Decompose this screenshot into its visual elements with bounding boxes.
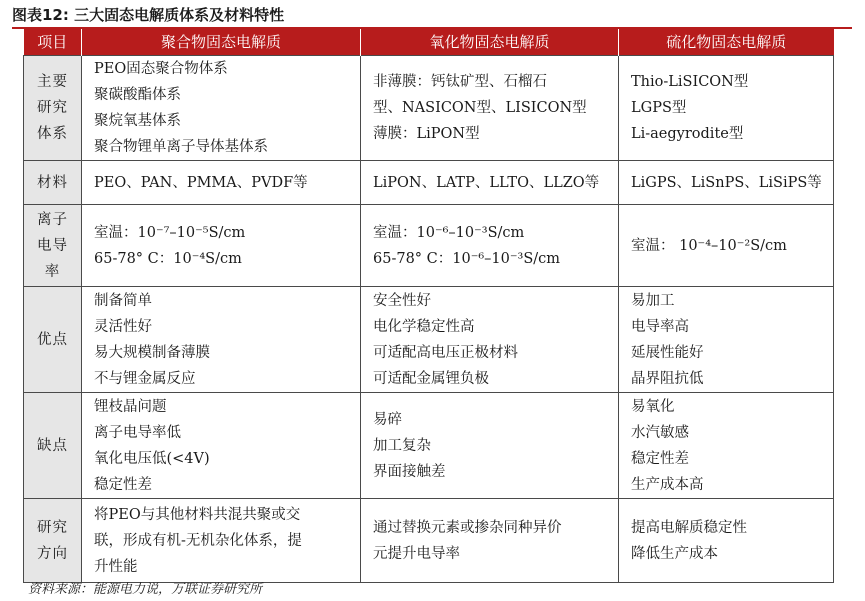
- cell-line: 氧化电压低(<4V): [94, 450, 210, 467]
- cell-line: 聚烷氧基体系: [94, 113, 181, 129]
- sulfide-cell: [619, 205, 834, 287]
- cell-line: Li-aegyrodite型: [631, 126, 744, 142]
- polymer-cell: [82, 56, 361, 161]
- sulfide-cell: [619, 287, 834, 393]
- header-polymer: 聚合物固态电解质: [82, 29, 361, 56]
- row-label-cell: [24, 393, 82, 499]
- table-row: [24, 56, 834, 161]
- cell-line: 离子电导率低: [94, 424, 181, 441]
- table-row: [24, 205, 834, 287]
- cell-line: 非薄膜：钙钛矿型、石榴石: [373, 74, 547, 90]
- polymer-cell: [82, 161, 361, 205]
- row-label-line: 率: [44, 263, 61, 280]
- header-sulfide: 硫化物固态电解质: [619, 29, 834, 56]
- row-label-cell: [24, 205, 82, 287]
- row-label-cell: [24, 499, 82, 583]
- row-label-line: 电导: [37, 237, 68, 254]
- electrolyte-comparison-table: [23, 29, 834, 583]
- table-row: [24, 287, 834, 393]
- cell-line: 将PEO与其他材料共混共聚或交: [94, 506, 301, 523]
- header-item: 项目: [24, 29, 82, 56]
- cell-line: 界面接触差: [373, 463, 446, 480]
- row-label-line: 优点: [37, 331, 68, 348]
- cell-line: 稳定性差: [94, 476, 152, 493]
- cell-line: 65-78° C：10⁻⁶–10⁻³S/cm: [373, 250, 561, 267]
- oxide-cell: [361, 393, 619, 499]
- cell-line: 室温：10⁻⁶–10⁻³S/cm: [373, 224, 525, 241]
- row-label-cell: [24, 161, 82, 205]
- row-label-cell: [24, 287, 82, 393]
- cell-line: 65-78° C：10⁻⁴S/cm: [94, 250, 242, 267]
- cell-line: PEO固态聚合物体系: [94, 61, 228, 77]
- row-label-line: 研究: [37, 519, 68, 536]
- row-label-line: 主要: [37, 74, 68, 90]
- cell-line: 可适配金属锂负极: [373, 370, 489, 387]
- cell-line: 升性能: [94, 558, 138, 575]
- cell-line: 电化学稳定性高: [373, 318, 475, 335]
- cell-line: 提高电解质稳定性: [631, 519, 747, 536]
- polymer-cell: [82, 499, 361, 583]
- cell-line: 降低生产成本: [631, 545, 718, 562]
- cell-line: 晶界阻抗低: [631, 370, 704, 387]
- cell-line: LGPS型: [631, 100, 687, 116]
- row-label-line: 研究: [37, 100, 68, 116]
- source-note: 资料来源：能源电力说，万联证券研究所: [28, 582, 263, 597]
- row-label-line: 方向: [37, 545, 68, 562]
- cell-line: 锂枝晶问题: [94, 398, 167, 415]
- cell-line: 元提升电导率: [373, 545, 460, 562]
- cell-line: 易加工: [631, 292, 675, 309]
- oxide-cell: [361, 56, 619, 161]
- sulfide-cell: [619, 56, 834, 161]
- cell-line: 延展性能好: [631, 344, 704, 361]
- header-oxide: 氧化物固态电解质: [361, 29, 619, 56]
- oxide-cell: [361, 499, 619, 583]
- row-label-cell: [24, 56, 82, 161]
- oxide-cell: [361, 287, 619, 393]
- cell-line: 制备简单: [94, 292, 152, 309]
- table-row: [24, 499, 834, 583]
- cell-line: 通过替换元素或掺杂同种异价: [373, 519, 562, 536]
- cell-line: 不与锂金属反应: [94, 370, 196, 387]
- sulfide-cell: [619, 393, 834, 499]
- table-row: [24, 161, 834, 205]
- cell-line: LiGPS、LiSnPS、LiSiPS等: [631, 174, 822, 191]
- cell-line: 生产成本高: [631, 476, 704, 493]
- cell-line: 灵活性好: [94, 318, 152, 335]
- cell-line: 聚合物锂单离子导体基体系: [94, 139, 268, 155]
- cell-line: 易碎: [373, 411, 402, 428]
- cell-line: 联，形成有机-无机杂化体系，提: [94, 532, 302, 549]
- row-label-line: 缺点: [37, 437, 68, 454]
- cell-line: 易大规模制备薄膜: [94, 344, 210, 361]
- cell-line: 水汽敏感: [631, 424, 689, 441]
- table-header-row: [24, 29, 834, 56]
- cell-line: 室温：10⁻⁷–10⁻⁵S/cm: [94, 224, 246, 241]
- polymer-cell: [82, 393, 361, 499]
- cell-line: 稳定性差: [631, 450, 689, 467]
- oxide-cell: [361, 205, 619, 287]
- cell-line: 薄膜：LiPON型: [373, 126, 480, 142]
- cell-line: 可适配高电压正极材料: [373, 344, 518, 361]
- sulfide-cell: [619, 499, 834, 583]
- oxide-cell: [361, 161, 619, 205]
- cell-line: 安全性好: [373, 292, 431, 309]
- row-label-line: 材料: [37, 174, 68, 191]
- cell-line: 电导率高: [631, 318, 689, 335]
- cell-line: PEO、PAN、PMMA、PVDF等: [94, 174, 308, 191]
- cell-line: LiPON、LATP、LLTO、LLZO等: [373, 174, 600, 191]
- row-label-line: 离子: [37, 211, 68, 228]
- sulfide-cell: [619, 161, 834, 205]
- cell-line: Thio-LiSICON型: [631, 74, 749, 90]
- cell-line: 聚碳酸酯体系: [94, 87, 181, 103]
- cell-line: 加工复杂: [373, 437, 431, 454]
- row-label-line: 体系: [37, 126, 68, 142]
- polymer-cell: [82, 205, 361, 287]
- cell-line: 易氧化: [631, 398, 675, 415]
- cell-line: 室温： 10⁻⁴–10⁻²S/cm: [631, 237, 787, 254]
- table-row: [24, 393, 834, 499]
- cell-line: 型、NASICON型、LISICON型: [373, 100, 587, 116]
- polymer-cell: [82, 287, 361, 393]
- figure-title: 图表12: 三大固态电解质体系及材料特性: [12, 6, 285, 24]
